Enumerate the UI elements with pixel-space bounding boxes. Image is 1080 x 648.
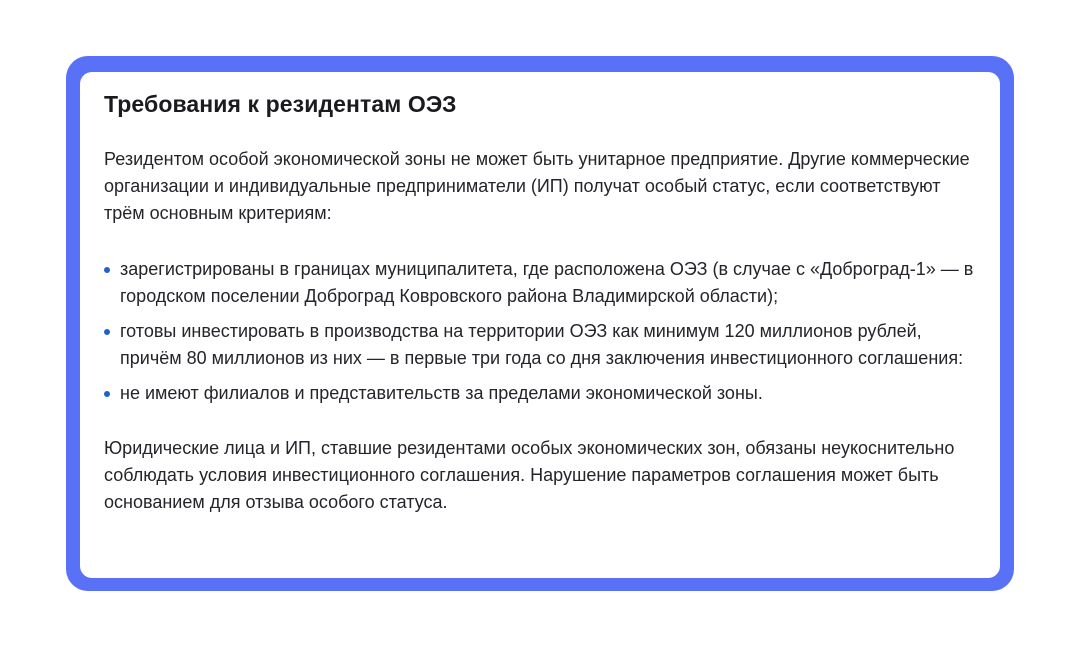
info-card — [80, 72, 1000, 578]
criteria-item-text: зарегистрированы в границах муниципалитета, где расположена ОЭЗ (в случае с «Доброград-1» — в городском поселении Доброград Ковровского района Владимирской области); — [120, 259, 974, 306]
intro-paragraph: Резидентом особой экономической зоны не может быть унитарное предприятие. Другие коммерческие организации и индивидуальные предприниматели (ИП) получат особый статус, если соответствуют трём основным критериям: — [104, 149, 970, 223]
criteria-item — [104, 318, 976, 372]
outro-paragraph: Юридические лица и ИП, ставшие резидентами особых экономических зон, обязаны неукоснительно соблюдать условия инвестиционного соглашения. Нарушение параметров соглашения может быть основанием для отзыва особого статуса. — [104, 438, 955, 512]
criteria-item-text: не имеют филиалов и представительств за пределами экономической зоны. — [120, 383, 763, 403]
card-title: Требования к резидентам ОЭЗ — [104, 91, 457, 117]
bullet-dot-icon — [104, 391, 110, 397]
criteria-list — [104, 256, 976, 407]
criteria-item-text: готовы инвестировать в производства на территории ОЭЗ как минимум 120 миллионов рублей, причём 80 миллионов из них — в первые три года со дня заключения инвестиционного соглашения: — [120, 321, 964, 368]
bullet-dot-icon — [104, 329, 110, 335]
bullet-dot-icon — [104, 267, 110, 273]
criteria-item — [104, 380, 976, 407]
criteria-item — [104, 256, 976, 310]
